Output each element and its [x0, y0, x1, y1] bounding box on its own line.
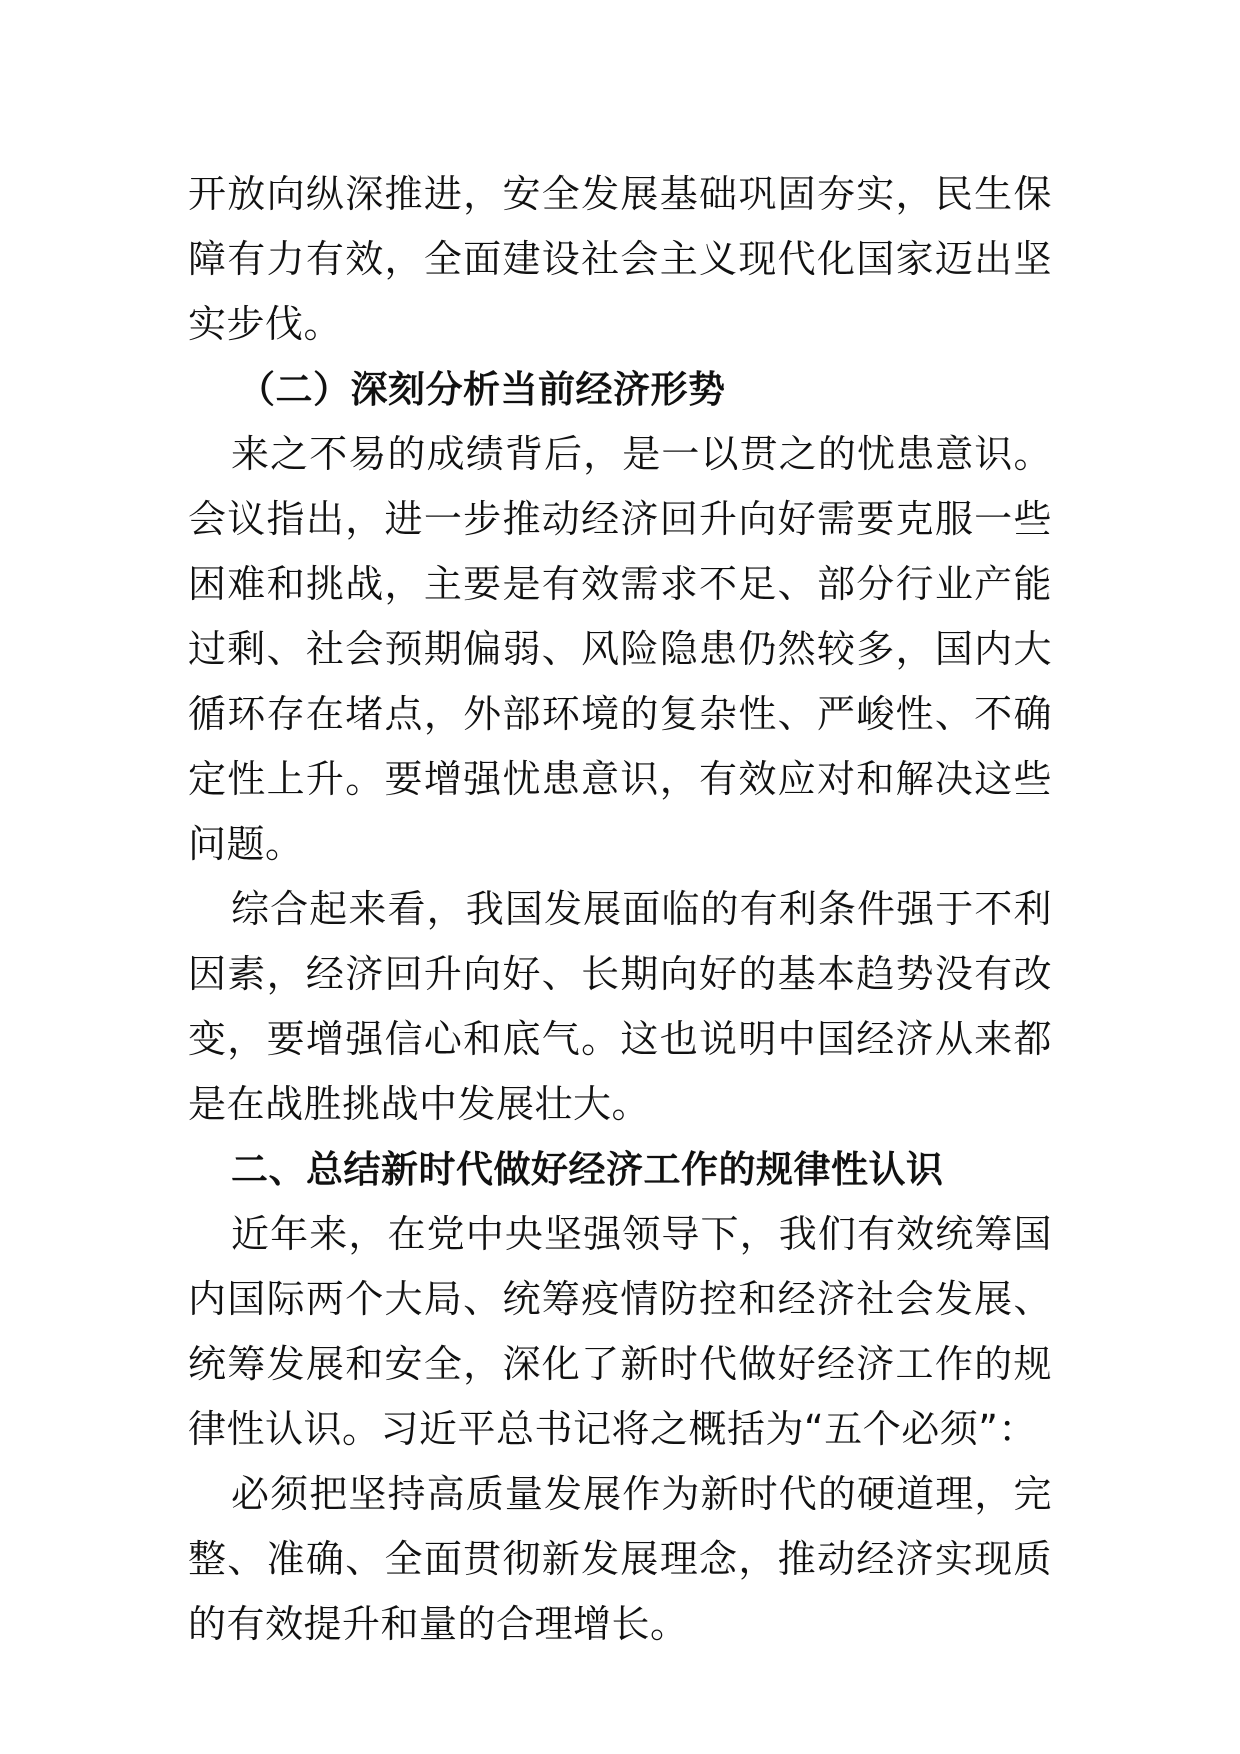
subheading-economic-situation: （二）深刻分析当前经济形势 [238, 368, 726, 411]
paragraph-overall-view: 综合起来看，我国发展面临的有利条件强于不利因素，经济回升向好、长期向好的基本趋势没有改变，要增强信心和底气。这也说明中国经济从来都是在战胜挑战中发展壮大。 [188, 887, 1052, 1126]
paragraph-continuation: 开放向纵深推进，安全发展基础巩固夯实，民生保障有力有效，全面建设社会主义现代化国家迈出坚实步伐。 [188, 172, 1052, 346]
paragraph-high-quality-development: 必须把坚持高质量发展作为新时代的硬道理，完整、准确、全面贯彻新发展理念，推动经济实现质的有效提升和量的合理增长。 [188, 1472, 1052, 1646]
document-page [188, 162, 1052, 1657]
paragraph-challenges: 来之不易的成绩背后，是一以贯之的忧患意识。会议指出，进一步推动经济回升向好需要克服一些困难和挑战，主要是有效需求不足、部分行业产能过剩、社会预期偏弱、风险隐患仍然较多，国内大循环存在堵点，外部环境的复杂性、严峻性、不确定性上升。要增强忧患意识，有效应对和解决这些问题。 [188, 432, 1052, 866]
heading-section-two: 二、总结新时代做好经济工作的规律性认识 [231, 1148, 944, 1191]
paragraph-recent-years: 近年来，在党中央坚强领导下，我们有效统筹国内国际两个大局、统筹疫情防控和经济社会发展、统筹发展和安全，深化了新时代做好经济工作的规律性认识。习近平总书记将之概括为“五个必须”： [188, 1212, 1052, 1451]
